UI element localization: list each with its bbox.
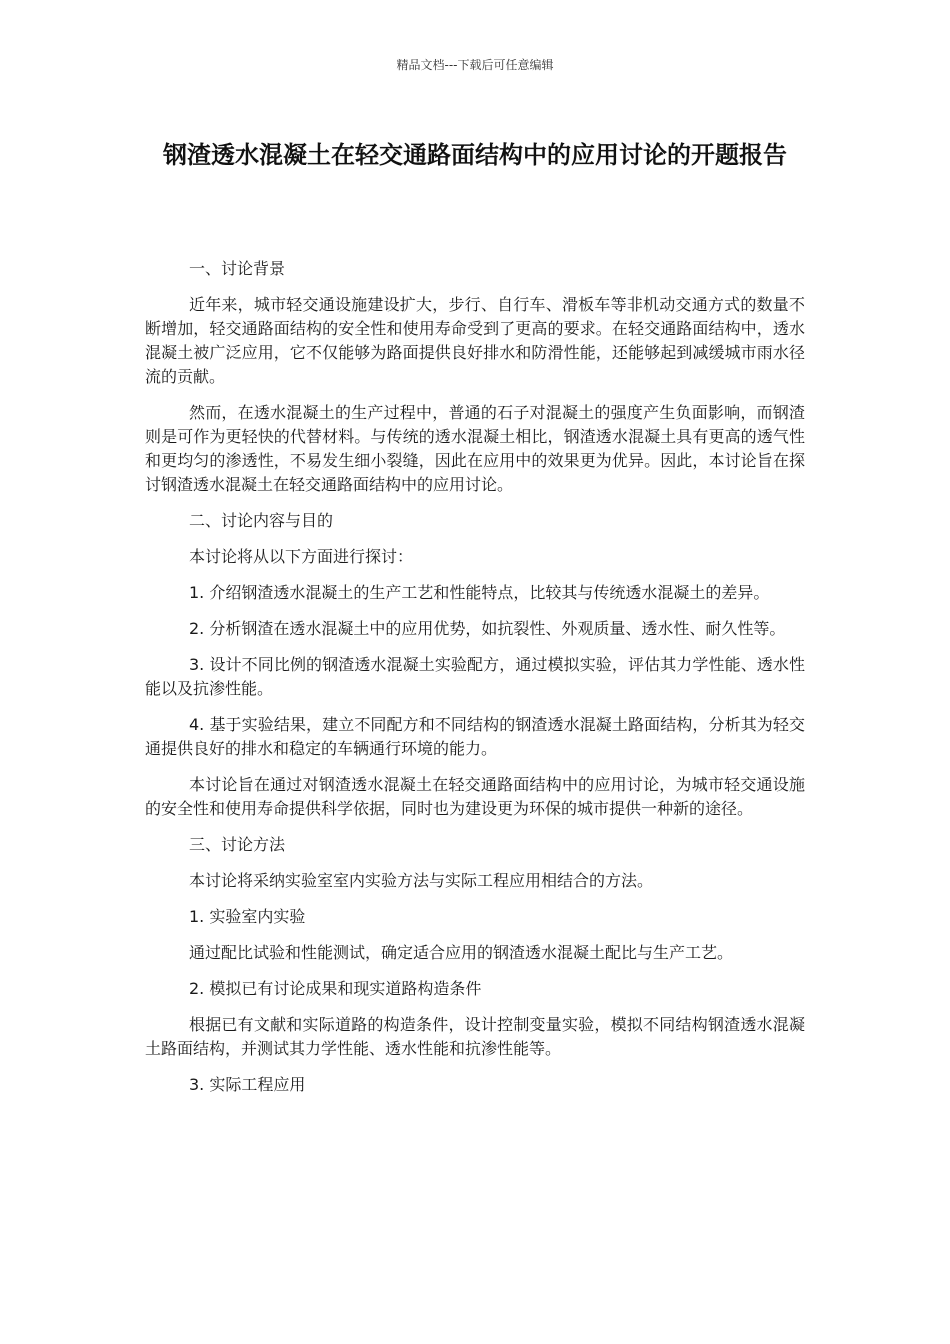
section-heading-content-purpose: 二、讨论内容与目的 <box>189 511 334 530</box>
list-item: 3. 实际工程应用 <box>189 1075 306 1094</box>
list-item: 2. 模拟已有讨论成果和现实道路构造条件 <box>189 979 482 998</box>
paragraph: 近年来，城市轻交通设施建设扩大，步行、自行车、滑板车等非机动交通方式的数量不断增加，轻交通路面结构的安全性和使用寿命受到了更高的要求。在轻交通路面结构中，透水混凝土被广泛应用，它不仅能够为路面提供良好排水和防滑性能，还能够起到减缓城市雨水径流的贡献。 <box>145 295 805 386</box>
section-heading-background: 一、讨论背景 <box>189 259 286 278</box>
paragraph: 根据已有文献和实际道路的构造条件，设计控制变量实验，模拟不同结构钢渣透水混凝土路面结构，并测试其力学性能、透水性能和抗渗性能等。 <box>145 1015 805 1058</box>
paragraph: 本讨论旨在通过对钢渣透水混凝土在轻交通路面结构中的应用讨论，为城市轻交通设施的安全性和使用寿命提供科学依据，同时也为建设更为环保的城市提供一种新的途径。 <box>145 775 805 818</box>
paragraph: 通过配比试验和性能测试，确定适合应用的钢渣透水混凝土配比与生产工艺。 <box>189 943 734 962</box>
list-item: 1. 介绍钢渣透水混凝土的生产工艺和性能特点，比较其与传统透水混凝土的差异。 <box>189 583 770 602</box>
section-heading-methods: 三、讨论方法 <box>189 835 286 854</box>
header-note: 精品文档---下载后可任意编辑 <box>396 58 554 72</box>
list-item: 1. 实验室内实验 <box>189 907 306 926</box>
list-item: 4. 基于实验结果，建立不同配方和不同结构的钢渣透水混凝土路面结构，分析其为轻交通提供良好的排水和稳定的车辆通行环境的能力。 <box>145 715 805 758</box>
list-item: 3. 设计不同比例的钢渣透水混凝土实验配方，通过模拟实验，评估其力学性能、透水性能以及抗渗性能。 <box>145 655 805 698</box>
paragraph: 本讨论将采纳实验室室内实验方法与实际工程应用相结合的方法。 <box>189 871 654 890</box>
document-body <box>145 257 805 1109</box>
paragraph: 然而，在透水混凝土的生产过程中，普通的石子对混凝土的强度产生负面影响，而钢渣则是可作为更轻快的代替材料。与传统的透水混凝土相比，钢渣透水混凝土具有更高的透气性和更均匀的渗透性，不易发生细小裂缝，因此在应用中的效果更为优异。因此，本讨论旨在探讨钢渣透水混凝土在轻交通路面结构中的应用讨论。 <box>145 403 805 494</box>
paragraph: 本讨论将从以下方面进行探讨： <box>189 547 414 566</box>
document-title: 钢渣透水混凝土在轻交通路面结构中的应用讨论的开题报告 <box>163 141 787 169</box>
list-item: 2. 分析钢渣在透水混凝土中的应用优势，如抗裂性、外观质量、透水性、耐久性等。 <box>189 619 786 638</box>
